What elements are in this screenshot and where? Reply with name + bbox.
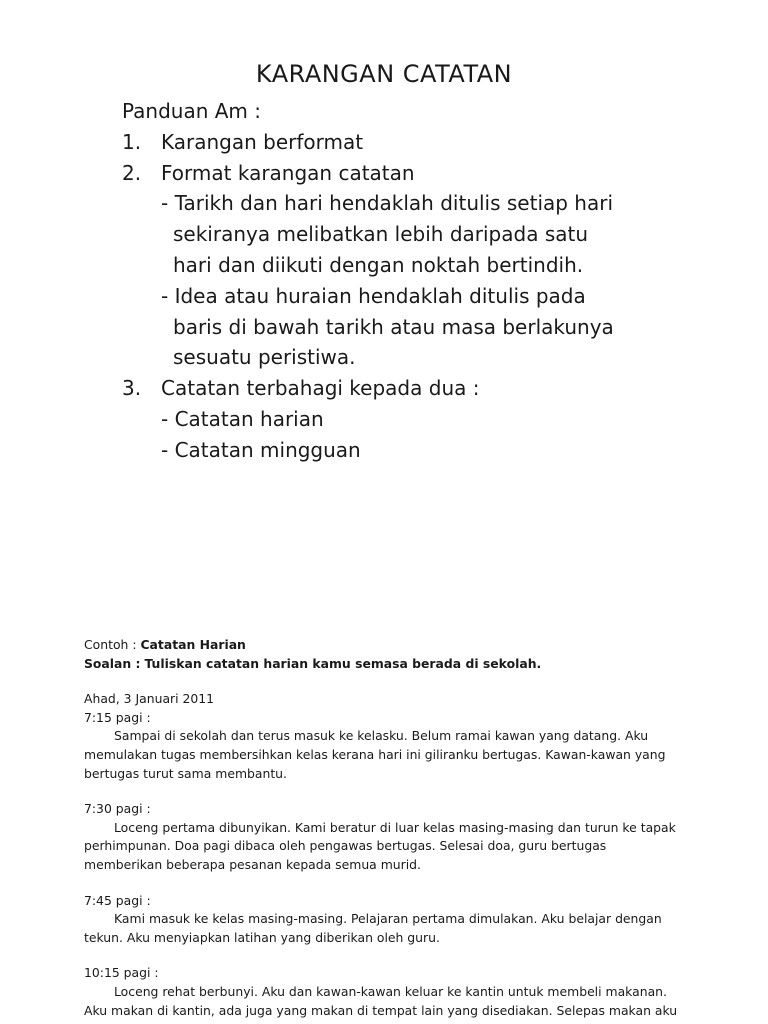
guide-item-text: Karangan berformat xyxy=(161,129,364,154)
general-guide xyxy=(122,96,682,466)
guide-item-text: Catatan terbahagi kepada dua : xyxy=(161,376,480,401)
document-title: KARANGAN CATATAN xyxy=(255,60,513,88)
contoh-label: Contoh : xyxy=(84,637,137,652)
format-point-line: baris di bawah tarikh atau masa berlakunya xyxy=(173,314,614,339)
guide-item-number: 2. xyxy=(122,160,142,185)
entry-time: 7:15 pagi : xyxy=(84,709,151,725)
soalan-value: Tuliskan catatan harian kamu semasa berada di sekolah. xyxy=(144,655,542,671)
format-point-line: hari dan diikuti dengan noktah bertindih. xyxy=(173,252,584,277)
guide-item-1 xyxy=(122,127,682,158)
format-point-line: - Idea atau huraian hendaklah ditulis pada xyxy=(161,283,586,308)
entry-line: bertugas turut sama membantu. xyxy=(84,765,287,781)
note-type-weekly: - Catatan mingguan xyxy=(161,437,361,462)
contoh-value: Catatan Harian xyxy=(140,637,246,652)
entry-line: Loceng rehat berbunyi. Aku dan kawan-kawan keluar ke kantin untuk membeli makanan. xyxy=(114,983,667,999)
entry-line: Kami masuk ke kelas masing-masing. Pelajaran pertama dimulakan. Aku belajar dengan xyxy=(114,911,662,927)
entry-line: tekun. Aku menyiapkan latihan yang diberikan oleh guru. xyxy=(84,929,440,945)
soalan-label: Soalan : xyxy=(84,655,141,671)
entry-time: 7:30 pagi : xyxy=(84,801,151,817)
entry-time: 10:15 pagi : xyxy=(84,965,159,981)
entry-line: Sampai di sekolah dan terus masuk ke kelasku. Belum ramai kawan yang datang. Aku xyxy=(114,728,649,744)
guide-item-3 xyxy=(122,373,682,404)
format-point-line: sekiranya melibatkan lebih daripada satu xyxy=(173,222,589,247)
entry-line: memberikan beberapa pesanan kepada semua murid. xyxy=(84,856,421,872)
guide-item-number: 1. xyxy=(122,129,142,154)
entry-date: Ahad, 3 Januari 2011 xyxy=(84,691,215,707)
guide-item-text: Format karangan catatan xyxy=(161,160,415,185)
example-section xyxy=(84,636,714,1020)
format-point-line: sesuatu peristiwa. xyxy=(173,345,356,370)
entry-line: Loceng pertama dibunyikan. Kami beratur di luar kelas masing-masing dan turun ke tapak xyxy=(114,819,676,835)
guide-heading: Panduan Am : xyxy=(122,99,262,123)
format-point-line: - Tarikh dan hari hendaklah ditulis setiap hari xyxy=(161,191,614,216)
entry-line: Aku makan di kantin, ada juga yang makan di tempat lain yang disediakan. Selepas makan aku xyxy=(84,1002,678,1018)
example-contoh xyxy=(84,636,714,655)
entry-line: perhimpunan. Doa pagi dibaca oleh pengawas bertugas. Selesai doa, guru bertugas xyxy=(84,838,607,854)
entry-line: memulakan tugas membersihkan kelas kerana hari ini giliranku bertugas. Kawan-kawan yang xyxy=(84,746,666,762)
entry-time: 7:45 pagi : xyxy=(84,892,151,908)
example-soalan xyxy=(84,655,714,674)
guide-item-number: 3. xyxy=(122,376,142,401)
note-type-daily: - Catatan harian xyxy=(161,406,324,431)
guide-item-2 xyxy=(122,158,682,189)
